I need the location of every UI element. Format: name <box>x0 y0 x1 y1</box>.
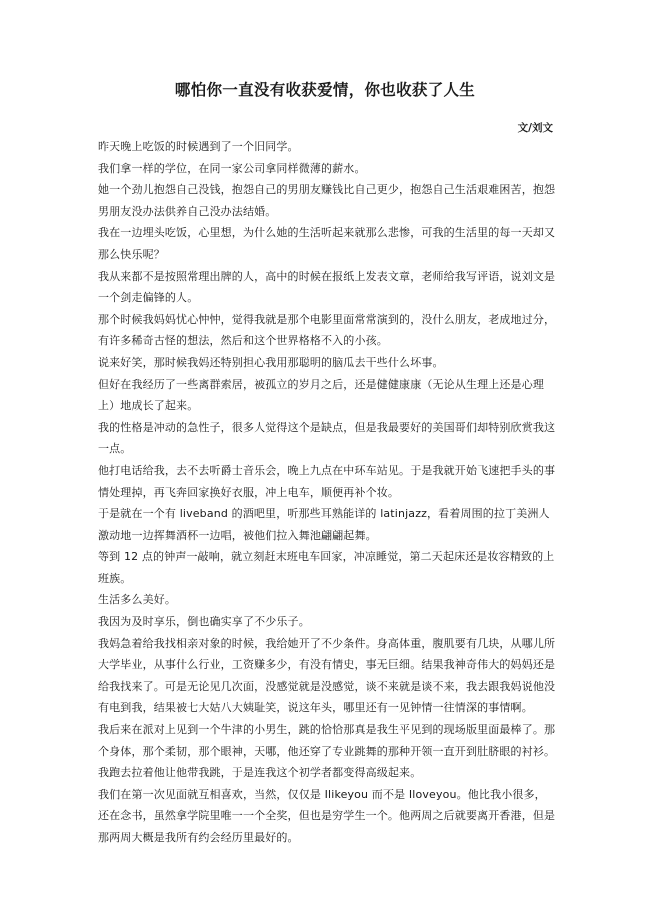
paragraph: 说来好笑，那时候我妈还特别担心我用那聪明的脑瓜去干些什么坏事。 <box>98 355 444 369</box>
paragraph: 我后来在派对上见到一个牛津的小男生，跳的恰恰那真是我生平见到的现场版里面最棒了。那个身体，那个柔韧，那个眼神，天哪，他还穿了专业跳舞的那种开领一直开到肚脐眼的衬衫。 <box>98 723 556 758</box>
paragraph: 她一个劲儿抱怨自己没钱，抱怨自己的男朋友赚钱比自己更少，抱怨自己生活艰难困苦，抱怨男朋友没办法供养自己没办法结婚。 <box>98 183 556 218</box>
paragraph: 我们拿一样的学位，在同一家公司拿同样微薄的薪水。 <box>98 161 366 175</box>
paragraph: 生活多么美好。 <box>98 593 177 607</box>
paragraph: 我从来都不是按照常理出牌的人，高中的时候在报纸上发表文章，老师给我写评语，说刘文是一个剑走偏锋的人。 <box>98 269 556 305</box>
paragraph: 我的性格是冲动的急性子，很多人觉得这个是缺点，但是我最要好的美国哥们却特别欣赏我这一点。 <box>98 420 556 456</box>
article-author: 文/刘文 <box>517 122 553 134</box>
article-body <box>98 136 556 849</box>
paragraph: 我在一边埋头吃饭，心里想，为什么她的生活听起来就那么悲惨，可我的生活里的每一天却又那么快乐呢？ <box>98 226 556 261</box>
paragraph: 于是就在一个有 liveband 的酒吧里，听那些耳熟能详的 latinjazz，看着周围的拉丁美洲人激动地一边挥舞酒杯一边唱，被他们拉入舞池翩翩起舞。 <box>98 507 550 542</box>
paragraph: 昨天晚上吃饭的时候遇到了一个旧同学。 <box>98 140 299 153</box>
article-title: 哪怕你一直没有收获爱情，你也收获了人生 <box>174 81 476 99</box>
paragraph: 但好在我经历了一些离群索居，被孤立的岁月之后，还是健健康康（无论从生理上还是心理上）地成长了起来。 <box>98 377 544 413</box>
paragraph: 我跑去拉着他让他带我跳，于是连我这个初学者都变得高级起来。 <box>98 766 422 780</box>
paragraph: 那个时候我妈妈忧心忡忡，觉得我就是那个电影里面常常演到的，没什么朋友，老成地过分，有许多稀奇古怪的想法，然后和这个世界格格不入的小孩。 <box>98 312 556 348</box>
paragraph: 我妈急着给我找相亲对象的时候，我给她开了不少条件。身高体重，腹肌要有几块，从哪儿所大学毕业，从事什么行业，工资赚多少，有没有情史，事无巨细。结果我神奇伟大的妈妈还是给我找来了。可是无论见几次面，没感觉就是没感觉，谈不来就是谈不来，我去跟我妈说他没有电到我，结果被七大姑八大姨耻笑，说这年头，哪里还有一见钟情一往情深的事情啊。 <box>98 636 556 715</box>
paragraph: 我们在第一次见面就互相喜欢，当然，仅仅是 Ilikeyou 而不是 Iloveyou。他比我小很多，还在念书，虽然拿学院里唯一一个全奖，但也是穷学生一个。他两周之后就要离开香港，但是那两周大概是我所有约会经历里最好的。 <box>98 787 556 844</box>
paragraph: 等到 12 点的钟声一敲响，就立刻赶末班电车回家，冲凉睡觉，第二天起床还是妆容精致的上班族。 <box>98 550 555 585</box>
paragraph: 他打电话给我，去不去听爵士音乐会，晚上九点在中环车站见。于是我就开始飞速把手头的事情处理掉，再飞奔回家换好衣服，冲上电车，顺便再补个妆。 <box>98 463 556 499</box>
paragraph: 我因为及时享乐，倒也确实享了不少乐子。 <box>98 615 310 629</box>
